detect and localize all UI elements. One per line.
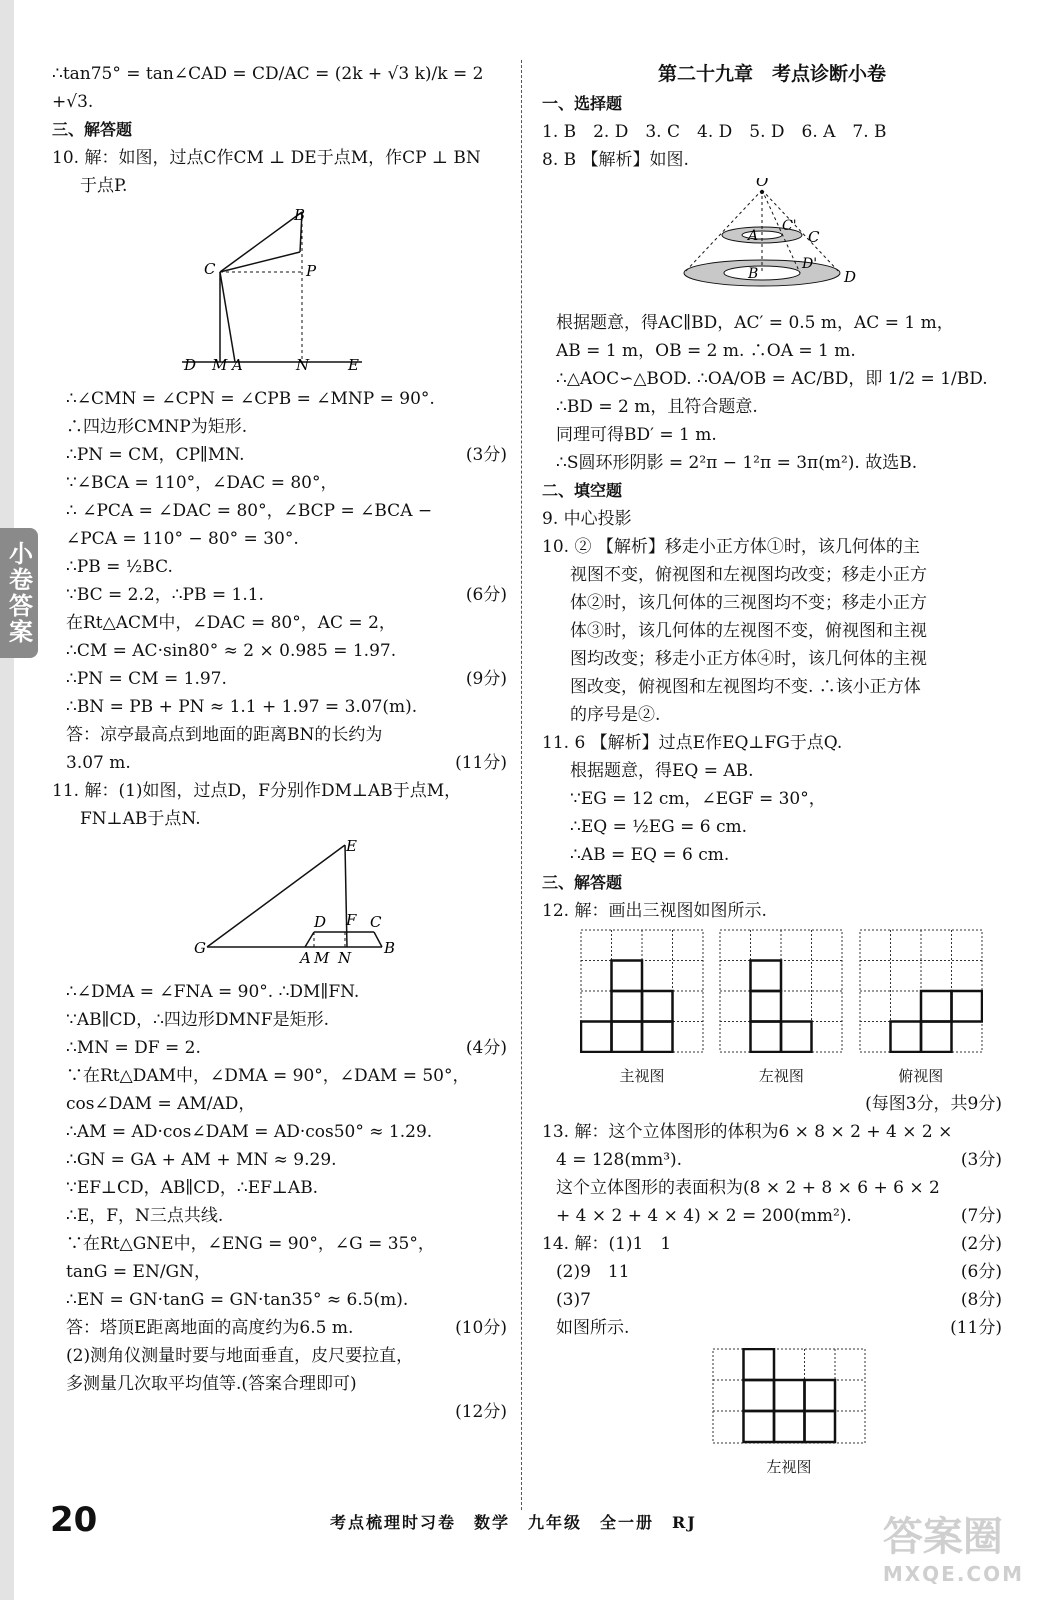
text-line bbox=[542, 1118, 1002, 1146]
text-line: ∴tan75° = tan∠CAD = CD/AC = (2k + √3 k)/k = 2 bbox=[52, 64, 484, 84]
line-text: 14. 解：(1)1 1 bbox=[542, 1234, 672, 1254]
side-tab: 小卷答案 bbox=[0, 528, 38, 658]
fig-label: C bbox=[204, 260, 216, 278]
line-text: (3)7 bbox=[556, 1290, 591, 1310]
text-line bbox=[52, 1398, 507, 1426]
score-mark: (8分) bbox=[960, 1290, 1002, 1310]
chapter-title: 第二十九章 考点诊断小卷 bbox=[657, 63, 886, 85]
text-line: FN⊥AB于点N. bbox=[80, 809, 201, 829]
views-note: (每图3分，共9分) bbox=[865, 1094, 1002, 1114]
text-line bbox=[542, 1174, 1002, 1202]
score-mark: (6分) bbox=[960, 1262, 1002, 1282]
text-line bbox=[52, 1062, 507, 1090]
score-mark: (3分) bbox=[465, 445, 507, 465]
line-text: ∵EF⊥CD，AB∥CD，∴EF⊥AB. bbox=[66, 1178, 319, 1198]
text-line bbox=[52, 413, 507, 441]
watermark-url: MXQE.COM bbox=[882, 1562, 1024, 1586]
section-heading: 二、填空题 bbox=[542, 481, 623, 500]
line-text: 如图所示. bbox=[556, 1318, 630, 1338]
fig-label: M bbox=[212, 356, 228, 372]
text-line bbox=[52, 1146, 507, 1174]
text-line: +√3. bbox=[52, 92, 94, 112]
fig-label: B bbox=[384, 939, 396, 957]
text-line: 1. B 2. D 3. C 4. D 5. D 6. A 7. B bbox=[542, 122, 887, 142]
text-line: 的序号是②. bbox=[570, 705, 661, 725]
q14-caption: 左视图 bbox=[766, 1458, 812, 1476]
line-text: ∴PB = ½BC. bbox=[66, 557, 173, 577]
text-line: ∴AB = EQ = 6 cm. bbox=[570, 845, 730, 865]
view-caption: 俯视图 bbox=[898, 1067, 944, 1085]
line-text: 这个立体图形的表面积为(8 × 2 + 8 × 6 + 6 × 2 bbox=[556, 1178, 940, 1198]
fig-label: F bbox=[346, 911, 357, 929]
text-line bbox=[52, 665, 507, 693]
fig-label: D' bbox=[802, 256, 818, 272]
fig-label: N bbox=[338, 949, 352, 965]
text-line: ∴△AOC∽△BOD. ∴OA/OB = AC/BD，即 1/2 = 1/BD. bbox=[556, 369, 988, 389]
text-line: 12. 解：画出三视图如图所示. bbox=[542, 901, 767, 921]
line-text: ∴四边形CMNP为矩形. bbox=[66, 417, 248, 437]
text-line: 体③时，该几何体的左视图不变，俯视图和主视 bbox=[570, 621, 927, 641]
text-line bbox=[52, 385, 507, 413]
text-line: 9. 中心投影 bbox=[542, 509, 632, 529]
fig-label: C bbox=[370, 913, 382, 931]
text-line bbox=[52, 441, 507, 469]
score-mark: (2分) bbox=[960, 1234, 1002, 1254]
line-text: (2)9 11 bbox=[556, 1262, 630, 1282]
text-line bbox=[542, 1146, 1002, 1174]
figure-q11 bbox=[52, 837, 507, 965]
fig-label: C bbox=[808, 228, 820, 246]
line-text: (2)测角仪测量时要与地面垂直，皮尺要拉直， bbox=[66, 1346, 414, 1366]
section-heading: 三、解答题 bbox=[52, 120, 133, 139]
text-line: 11. 6 【解析】过点E作EQ⊥FG于点Q. bbox=[542, 733, 843, 753]
line-text: ∵∠BCA = 110°，∠DAC = 80°， bbox=[66, 473, 338, 493]
right-column bbox=[542, 60, 1002, 1481]
text-line bbox=[52, 978, 507, 1006]
text-line: 10. ② 【解析】移走小正方体①时，该几何体的主 bbox=[542, 537, 920, 557]
side-strip bbox=[0, 0, 14, 1600]
fig-label: N bbox=[296, 356, 310, 372]
score-mark: (6分) bbox=[465, 585, 507, 605]
watermark bbox=[883, 1505, 1024, 1586]
line-text: + 4 × 2 + 4 × 4) × 2 = 200(mm²). bbox=[556, 1206, 852, 1226]
line-text: ∵在Rt△DAM中，∠DMA = 90°，∠DAM = 50°， bbox=[66, 1066, 470, 1086]
line-text: ∴E，F，N三点共线. bbox=[66, 1206, 224, 1226]
score-mark: (3分) bbox=[960, 1150, 1002, 1170]
text-line bbox=[52, 721, 507, 749]
text-line: 图均改变；移走小正方体④时，该几何体的主视 bbox=[570, 649, 927, 669]
text-line bbox=[52, 497, 507, 525]
fig-label: E bbox=[348, 356, 359, 372]
text-line bbox=[52, 637, 507, 665]
view-caption: 主视图 bbox=[619, 1067, 665, 1085]
fig-label: P bbox=[306, 262, 317, 280]
view-left bbox=[719, 929, 843, 1090]
line-text: 4 = 128(mm³). bbox=[556, 1150, 683, 1170]
text-line bbox=[52, 1006, 507, 1034]
line-text: ∵BC = 2.2，∴PB = 1.1. bbox=[66, 585, 264, 605]
fig-label: A bbox=[748, 228, 759, 244]
fig-label: O bbox=[756, 178, 769, 190]
line-text: ∴PN = CM = 1.97. bbox=[66, 669, 227, 689]
fig-label: D bbox=[314, 913, 327, 931]
text-line: 图改变，俯视图和左视图均不变. ∴该小正方体 bbox=[570, 677, 921, 697]
text-line bbox=[52, 1174, 507, 1202]
score-mark: (9分) bbox=[465, 669, 507, 689]
text-line: 同理可得BD′ = 1 m. bbox=[556, 425, 717, 445]
line-text: ∴AM = AD·cos∠DAM = AD·cos50° ≈ 1.29. bbox=[66, 1122, 433, 1142]
line-text: ∴ ∠PCA = ∠DAC = 80°，∠BCP = ∠BCA − bbox=[66, 501, 433, 521]
text-line bbox=[52, 1258, 507, 1286]
text-line: ∴S圆环形阴影 = 2²π − 1²π = 3π(m²). 故选B. bbox=[556, 453, 918, 473]
text-line bbox=[52, 553, 507, 581]
score-mark: (7分) bbox=[960, 1206, 1002, 1226]
watermark-text: 答案圈 bbox=[882, 1514, 1003, 1560]
page-number: 20 bbox=[50, 1500, 98, 1540]
text-line bbox=[52, 749, 507, 777]
figure-cone bbox=[542, 178, 1002, 296]
text-line bbox=[52, 1090, 507, 1118]
text-line bbox=[52, 1034, 507, 1062]
line-text: 在Rt△ACM中，∠DAC = 80°，AC = 2， bbox=[66, 613, 396, 633]
fig-label: A bbox=[300, 949, 311, 965]
grid-front bbox=[580, 929, 704, 1053]
score-mark: (11分) bbox=[455, 753, 507, 773]
three-views bbox=[542, 929, 1002, 1090]
text-line bbox=[52, 581, 507, 609]
line-text: ∴BN = PB + PN ≈ 1.1 + 1.97 = 3.07(m). bbox=[66, 697, 418, 717]
fig-label: C' bbox=[782, 218, 797, 234]
text-line bbox=[52, 1118, 507, 1146]
fig-label: B bbox=[294, 206, 306, 224]
figure-q10 bbox=[52, 204, 507, 372]
text-line bbox=[542, 1286, 1002, 1314]
view-caption: 左视图 bbox=[758, 1067, 804, 1085]
column-divider bbox=[521, 60, 522, 1510]
text-line bbox=[52, 693, 507, 721]
text-line bbox=[52, 1202, 507, 1230]
text-line bbox=[542, 1202, 1002, 1230]
line-text: cos∠DAM = AM/AD， bbox=[66, 1094, 256, 1114]
line-text: tanG = EN/GN， bbox=[66, 1262, 212, 1282]
text-line bbox=[52, 469, 507, 497]
text-line bbox=[52, 609, 507, 637]
line-text: ∴MN = DF = 2. bbox=[66, 1038, 201, 1058]
line-text: 3.07 m. bbox=[66, 753, 131, 773]
line-text: ∴GN = GA + AM + MN ≈ 9.29. bbox=[66, 1150, 337, 1170]
text-line bbox=[542, 1258, 1002, 1286]
text-line: 根据题意，得EQ = AB. bbox=[570, 761, 754, 781]
text-line: AB = 1 m，OB = 2 m. ∴OA = 1 m. bbox=[556, 341, 856, 361]
fig-label: M bbox=[314, 949, 330, 965]
score-mark: (12分) bbox=[455, 1402, 507, 1422]
line-text: ∴EN = GN·tanG = GN·tan35° ≈ 6.5(m). bbox=[66, 1290, 409, 1310]
text-line: 视图不变，俯视图和左视图均改变；移走小正方 bbox=[570, 565, 927, 585]
view-top bbox=[859, 929, 983, 1090]
text-line bbox=[52, 1230, 507, 1258]
text-line: 10. 解：如图，过点C作CM ⊥ DE于点M，作CP ⊥ BN bbox=[52, 148, 481, 168]
grid-top bbox=[859, 929, 983, 1053]
score-mark: (4分) bbox=[465, 1038, 507, 1058]
footer-text: 考点梳理时习卷 数学 九年级 全一册 RJ bbox=[330, 1513, 697, 1532]
text-line: ∵EG = 12 cm，∠EGF = 30°， bbox=[570, 789, 826, 809]
view-front bbox=[580, 929, 704, 1090]
fig-label: A bbox=[232, 356, 243, 372]
text-line: 8. B 【解析】如图. bbox=[542, 150, 689, 170]
fig-label: D bbox=[844, 268, 857, 286]
text-line bbox=[52, 1314, 507, 1342]
line-text: 答：塔顶E距离地面的高度约为6.5 m. bbox=[66, 1318, 354, 1338]
text-line: ∴EQ = ½EG = 6 cm. bbox=[570, 817, 747, 837]
line-text: ∵AB∥CD，∴四边形DMNF是矩形. bbox=[66, 1010, 330, 1030]
line-text: ∴PN = CM，CP∥MN. bbox=[66, 445, 245, 465]
text-line bbox=[542, 1230, 1002, 1258]
text-line: ∴BD = 2 m，且符合题意. bbox=[556, 397, 758, 417]
line-text: ∠PCA = 110° − 80° = 30°. bbox=[66, 529, 299, 549]
text-line: 于点P. bbox=[80, 176, 128, 196]
section-heading: 三、解答题 bbox=[542, 873, 623, 892]
line-text: ∴∠DMA = ∠FNA = 90°. ∴DM∥FN. bbox=[66, 982, 360, 1002]
line-text: ∵在Rt△GNE中，∠ENG = 90°，∠G = 35°， bbox=[66, 1234, 435, 1254]
text-line: 根据题意，得AC∥BD，AC′ = 0.5 m，AC = 1 m， bbox=[556, 313, 954, 333]
text-line bbox=[52, 1342, 507, 1370]
text-line bbox=[542, 1314, 1002, 1342]
fig-label: G bbox=[194, 939, 206, 957]
line-text: 13. 解：这个立体图形的体积为6 × 8 × 2 + 4 × 2 × bbox=[542, 1122, 953, 1142]
line-text: 多测量几次取平均值等.(答案合理即可) bbox=[66, 1374, 357, 1394]
fig-label: B bbox=[748, 266, 759, 282]
grid-left bbox=[719, 929, 843, 1053]
left-column bbox=[52, 60, 507, 1426]
score-mark: (11分) bbox=[950, 1318, 1002, 1338]
text-line: 体②时，该几何体的三视图均不变；移走小正方 bbox=[570, 593, 927, 613]
grid-q14 bbox=[712, 1348, 866, 1444]
q14-figure bbox=[542, 1348, 866, 1481]
line-text: ∴CM = AC·sin80° ≈ 2 × 0.985 = 1.97. bbox=[66, 641, 397, 661]
fig-label: E bbox=[346, 837, 357, 855]
line-text: 答：凉亭最高点到地面的距离BN的长约为 bbox=[66, 725, 383, 745]
text-line: 11. 解：(1)如图，过点D，F分别作DM⊥AB于点M， bbox=[52, 781, 462, 801]
text-line bbox=[52, 1370, 507, 1398]
fig-label: D bbox=[184, 356, 197, 372]
score-mark: (10分) bbox=[455, 1318, 507, 1338]
text-line bbox=[52, 1286, 507, 1314]
section-heading: 一、选择题 bbox=[542, 94, 623, 113]
text-line bbox=[52, 525, 507, 553]
line-text: ∴∠CMN = ∠CPN = ∠CPB = ∠MNP = 90°. bbox=[66, 389, 435, 409]
